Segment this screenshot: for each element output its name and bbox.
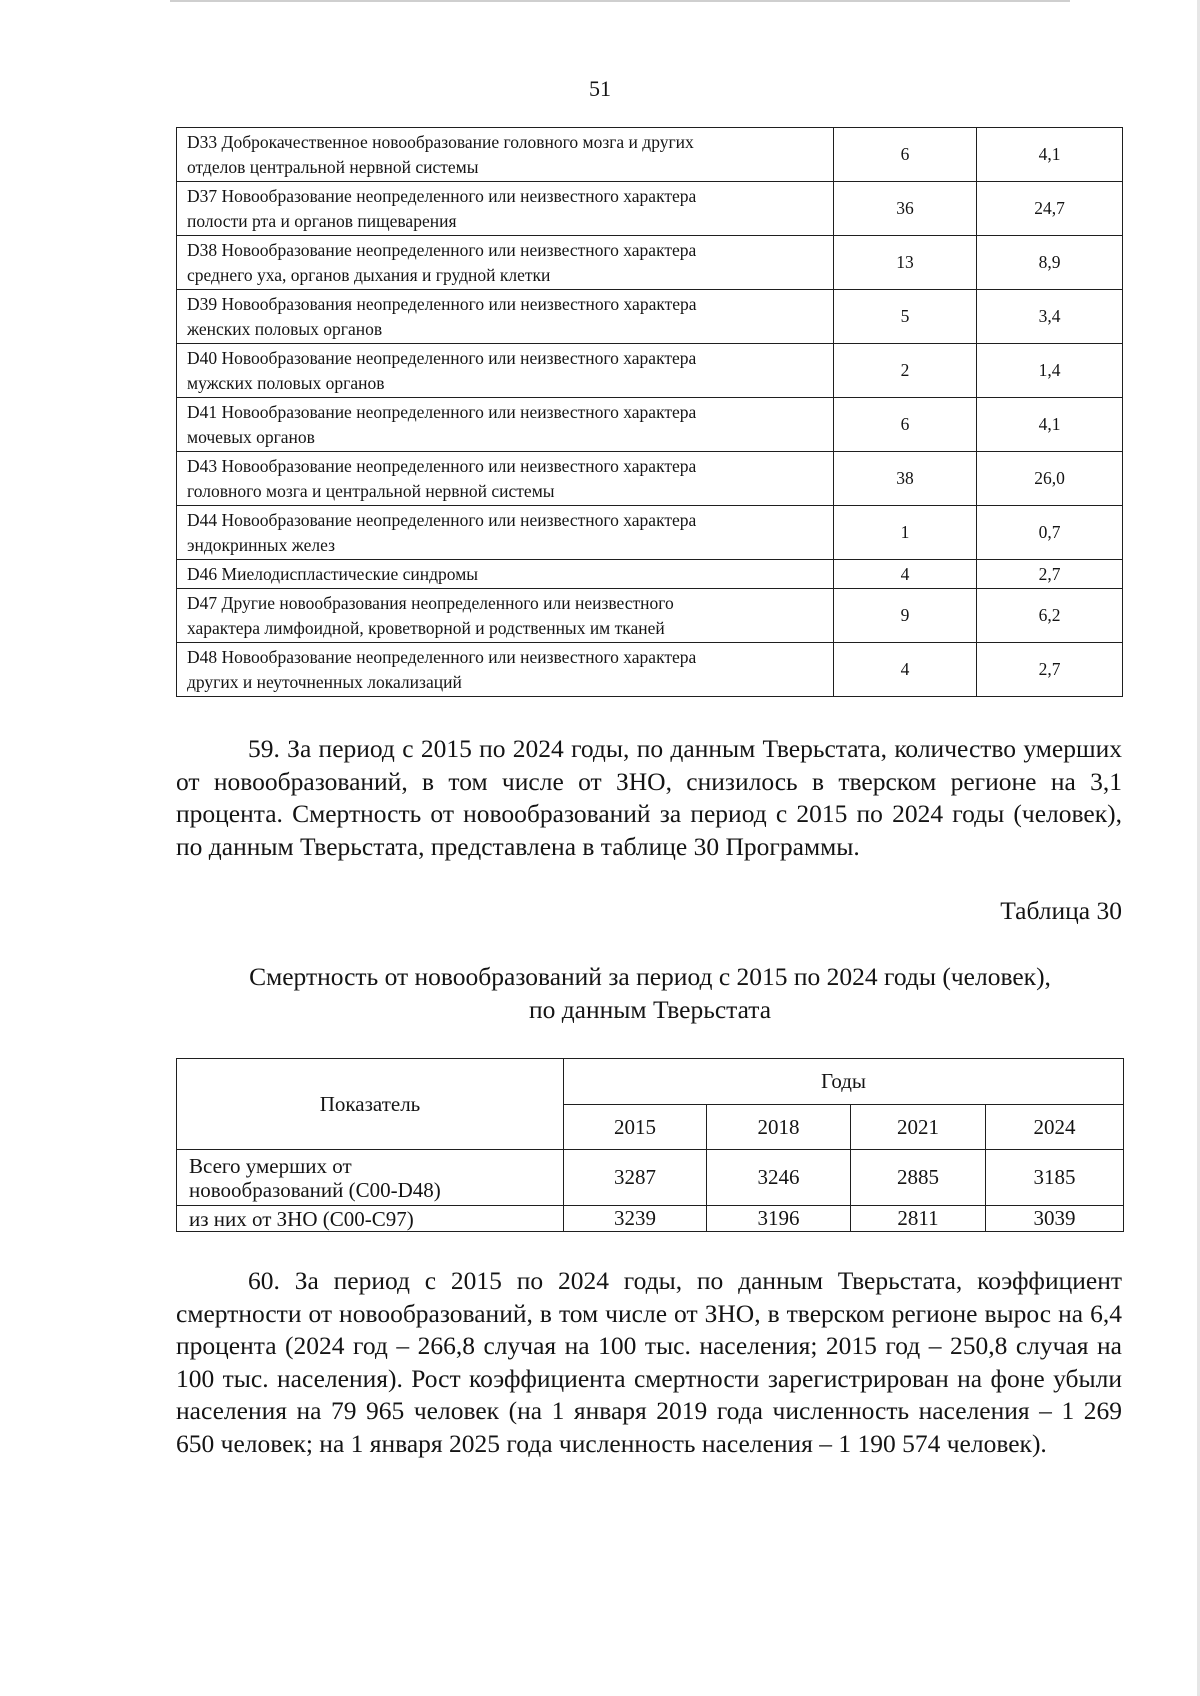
year-header-cell: 2018 <box>707 1105 851 1150</box>
icd-label-line-2: мужских половых органов <box>187 373 385 393</box>
indicator-header: Показатель <box>177 1059 564 1150</box>
icd-label-line-1: D37 Новообразование неопределенного или неизвестного характера <box>187 186 697 206</box>
mortality-table <box>176 1058 1124 1232</box>
table-caption: Таблица 30 <box>1000 896 1122 925</box>
icd-count-cell: 4 <box>834 560 977 589</box>
page-number: 51 <box>589 76 611 101</box>
icd-label-cell <box>177 560 834 589</box>
paragraph-60-text: 60. За период с 2015 по 2024 годы, по данным Тверьстата, коэффициент смертности от новообразований, в том числе от ЗНО, в тверском регионе вырос на 6,4 процента (2024 год – 266,8 случая на 100 тыс. населения; 2015 год – 250,8 случая на 100 тыс. населения). Рост коэффициента смертности зарегистрирован на фоне убыли населения на 79 965 человек (на 1 января 2019 года численность населения – 1 269 650 человек; на 1 января 2025 года численность населения – 1 190 574 человек). <box>176 1266 1122 1458</box>
icd-percent-cell: 26,0 <box>977 452 1123 506</box>
icd-percent-cell: 1,4 <box>977 344 1123 398</box>
icd-label-line-1: D38 Новообразование неопределенного или неизвестного характера <box>187 240 697 260</box>
icd-label-line-2: других и неуточненных локализаций <box>187 672 462 692</box>
icd-percent-cell: 4,1 <box>977 398 1123 452</box>
icd-percent-cell: 2,7 <box>977 560 1123 589</box>
icd-count-cell: 6 <box>834 128 977 182</box>
paragraph-59 <box>176 733 1122 863</box>
year-header-cell: 2015 <box>564 1105 707 1150</box>
year-header-cell: 2021 <box>851 1105 986 1150</box>
icd-percent-cell: 0,7 <box>977 506 1123 560</box>
icd-label-cell <box>177 452 834 506</box>
icd-label-line-2: эндокринных желез <box>187 535 336 555</box>
value-cell: 3239 <box>564 1206 707 1232</box>
value-cell: 3287 <box>564 1150 707 1206</box>
icd-count-cell: 38 <box>834 452 977 506</box>
icd-label-cell <box>177 290 834 344</box>
indicator-label-cell <box>177 1150 564 1206</box>
value-cell: 2885 <box>851 1150 986 1206</box>
value-cell: 3185 <box>986 1150 1124 1206</box>
indicator-label-cell: из них от ЗНО (С00-С97) <box>177 1206 564 1232</box>
icd-label-line-2: мочевых органов <box>187 427 315 447</box>
icd-label-line-2: женских половых органов <box>187 319 383 339</box>
icd-label-line-1: D40 Новообразование неопределенного или неизвестного характера <box>187 348 697 368</box>
icd-count-cell: 4 <box>834 643 977 697</box>
icd-label-line-1: D46 Миелодиспластические синдромы <box>187 564 479 584</box>
icd-label-line-1: D33 Доброкачественное новообразование головного мозга и других <box>187 132 694 152</box>
table-row <box>177 182 1123 236</box>
icd-label-cell <box>177 643 834 697</box>
icd-count-cell: 5 <box>834 290 977 344</box>
scan-edge-top <box>170 0 1070 2</box>
icd-percent-cell: 4,1 <box>977 128 1123 182</box>
icd-count-cell: 13 <box>834 236 977 290</box>
icd-label-line-2: головного мозга и центральной нервной системы <box>187 481 555 501</box>
icd-label-line-2: отделов центральной нервной системы <box>187 157 479 177</box>
table-row <box>177 344 1123 398</box>
paragraph-59-text: 59. За период с 2015 по 2024 годы, по данным Тверьстата, количество умерших от новообразований, в том числе от ЗНО, снизилось в тверском регионе на 3,1 процента. Смертность от новообразований за период с 2015 по 2024 годы (человек), по данным Тверьстата, представлена в таблице 30 Программы. <box>176 734 1122 861</box>
icd-label-line-1: D43 Новообразование неопределенного или неизвестного характера <box>187 456 697 476</box>
icd-label-cell <box>177 236 834 290</box>
icd-label-cell <box>177 398 834 452</box>
icd-percent-cell: 24,7 <box>977 182 1123 236</box>
year-header-cell: 2024 <box>986 1105 1124 1150</box>
icd-percent-cell: 2,7 <box>977 643 1123 697</box>
icd-count-cell: 6 <box>834 398 977 452</box>
icd-label-line-2: характера лимфоидной, кроветворной и родственных им тканей <box>187 618 665 638</box>
icd-label-cell <box>177 344 834 398</box>
icd-percent-cell: 6,2 <box>977 589 1123 643</box>
icd-count-cell: 36 <box>834 182 977 236</box>
icd-percent-cell: 8,9 <box>977 236 1123 290</box>
icd-count-cell: 2 <box>834 344 977 398</box>
table-row <box>177 506 1123 560</box>
indicator-label-line-1: Всего умерших от <box>189 1153 352 1178</box>
icd-label-line-2: среднего уха, органов дыхания и грудной клетки <box>187 265 551 285</box>
table-row <box>177 236 1123 290</box>
table-row <box>177 589 1123 643</box>
table-row <box>177 290 1123 344</box>
table-row <box>177 452 1123 506</box>
table-title <box>150 960 1150 1026</box>
table-row <box>177 560 1123 589</box>
table-header-row <box>177 1059 1124 1105</box>
value-cell: 2811 <box>851 1206 986 1232</box>
icd-label-line-1: D39 Новообразования неопределенного или неизвестного характера <box>187 294 697 314</box>
icd-label-line-1: D41 Новообразование неопределенного или неизвестного характера <box>187 402 697 422</box>
icd-label-line-1: D47 Другие новообразования неопределенного или неизвестного <box>187 593 674 613</box>
table-title-line-2: по данным Тверьстата <box>528 995 772 1024</box>
icd-label-line-1: D44 Новообразование неопределенного или неизвестного характера <box>187 510 697 530</box>
icd-count-cell: 9 <box>834 589 977 643</box>
icd-label-cell <box>177 506 834 560</box>
years-header: Годы <box>564 1059 1124 1105</box>
table-row <box>177 398 1123 452</box>
table-row <box>177 1206 1124 1232</box>
value-cell: 3196 <box>707 1206 851 1232</box>
table-row <box>177 643 1123 697</box>
neoplasm-icd-table <box>176 127 1123 697</box>
indicator-label-line-2: новообразований (С00-D48) <box>189 1177 441 1202</box>
icd-label-cell <box>177 589 834 643</box>
icd-label-line-1: D48 Новообразование неопределенного или неизвестного характера <box>187 647 697 667</box>
icd-percent-cell: 3,4 <box>977 290 1123 344</box>
table-row <box>177 128 1123 182</box>
table-title-line-1: Смертность от новообразований за период с 2015 по 2024 годы (человек), <box>249 962 1051 991</box>
icd-label-cell <box>177 182 834 236</box>
icd-label-line-2: полости рта и органов пищеварения <box>187 211 457 231</box>
paragraph-60 <box>176 1265 1122 1460</box>
table-row <box>177 1150 1124 1206</box>
icd-label-cell <box>177 128 834 182</box>
value-cell: 3039 <box>986 1206 1124 1232</box>
icd-count-cell: 1 <box>834 506 977 560</box>
value-cell: 3246 <box>707 1150 851 1206</box>
